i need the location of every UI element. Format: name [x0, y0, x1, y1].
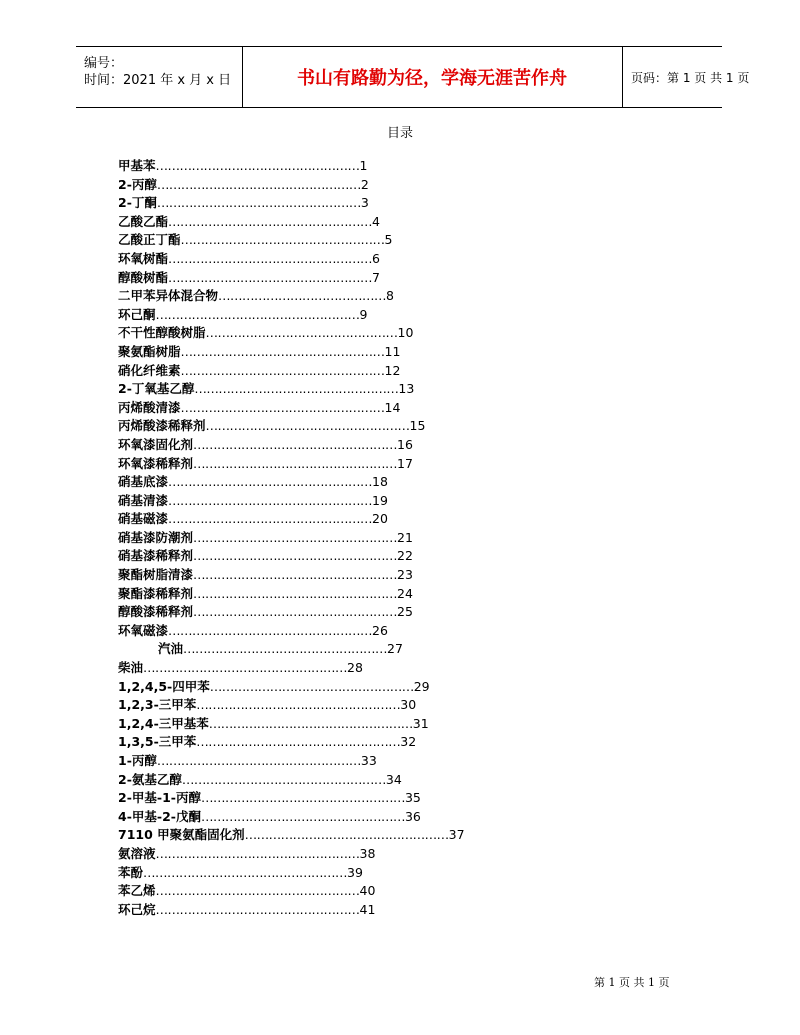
toc-entry-page-number: 7	[372, 269, 380, 285]
toc-entry-leader: …………………………………………	[205, 325, 398, 341]
toc-entry-title: 1,2,3-三甲苯	[118, 697, 197, 713]
toc-entry-title: 不干性醇酸树脂	[118, 325, 206, 341]
toc-entry-page-number: 12	[384, 362, 401, 378]
toc-entry-title: 醇酸漆稀释剂	[118, 604, 194, 620]
toc-entry[interactable]	[118, 566, 465, 585]
toc-entry-leader: ……………………………………………	[143, 864, 348, 880]
toc-entry-page-number: 28	[347, 660, 363, 676]
toc-entry-leader: ……………………………………………	[183, 641, 388, 657]
toc-entry-leader: ……………………………………………	[244, 827, 449, 843]
toc-entry-title: 环氧漆固化剂	[118, 436, 194, 452]
toc-entry[interactable]	[118, 826, 465, 845]
toc-entry-page-number: 39	[347, 864, 363, 880]
toc-entry-leader: ……………………………………………	[155, 883, 360, 899]
table-of-contents	[118, 157, 465, 919]
toc-entry-leader: ……………………………………………	[168, 213, 373, 229]
toc-entry-page-number: 36	[404, 808, 421, 824]
toc-entry-title: 环己烷	[118, 901, 156, 917]
toc-entry[interactable]	[118, 547, 465, 566]
toc-entry[interactable]	[118, 882, 465, 901]
toc-entry-page-number: 25	[397, 604, 413, 620]
toc-entry-leader: ……………………………………………	[209, 678, 414, 694]
toc-entry-title: 环己酮	[118, 306, 156, 322]
toc-entry[interactable]	[118, 733, 465, 752]
toc-entry-title: 1,2,4,5-四甲苯	[118, 678, 210, 694]
toc-entry-page-number: 32	[400, 734, 417, 750]
toc-entry-page-number: 22	[397, 548, 413, 564]
toc-entry-page-number: 10	[397, 325, 414, 341]
toc-entry-leader: ……………………………………………	[180, 399, 385, 415]
header-motto-cell	[242, 47, 623, 107]
toc-entry[interactable]	[118, 231, 465, 250]
toc-entry-leader: ……………………………………………	[193, 604, 398, 620]
toc-entry-title: 2-丁酮	[118, 195, 157, 211]
document-time-label: 时间：2021 年 x 月 x 日	[84, 73, 232, 88]
toc-entry-title: 硝化纤维素	[118, 362, 181, 378]
toc-entry[interactable]	[118, 752, 465, 771]
toc-entry-title: 苯乙烯	[118, 883, 156, 899]
header-page-code: 页码：第 1 页 共 1 页	[631, 70, 750, 85]
toc-entry[interactable]	[118, 436, 465, 455]
toc-entry-title: 硝基清漆	[118, 492, 169, 508]
toc-entry-page-number: 30	[400, 697, 417, 713]
header-left-cell	[76, 47, 243, 107]
toc-entry-title: 二甲苯异体混合物	[118, 288, 219, 304]
toc-entry[interactable]	[118, 696, 465, 715]
toc-entry-title: 硝基漆防潮剂	[118, 529, 194, 545]
toc-entry-page-number: 3	[360, 195, 369, 211]
toc-entry-page-number: 35	[404, 790, 421, 806]
toc-entry-title: 环氧磁漆	[118, 622, 169, 638]
toc-entry-title: 1-丙醇	[118, 753, 157, 768]
toc-entry[interactable]	[118, 194, 465, 213]
toc-entry-title: 2-甲基-1-丙醇	[118, 790, 201, 806]
toc-entry-leader: ……………………………………………	[196, 734, 401, 750]
toc-entry-title: 醇酸树酯	[118, 269, 169, 285]
toc-entry-title: 环氧树酯	[118, 250, 169, 266]
toc-entry-title: 甲基苯	[118, 158, 156, 173]
toc-entry-page-number: 18	[372, 474, 388, 490]
toc-entry[interactable]	[118, 622, 465, 641]
toc-entry-leader: ……………………………………………	[180, 343, 385, 359]
toc-entry-leader: ……………………………………………	[181, 771, 386, 787]
toc-entry-leader: ……………………………………………	[155, 845, 360, 861]
toc-entry[interactable]	[118, 250, 465, 269]
toc-entry-leader: ……………………………………………	[156, 753, 361, 768]
toc-entry[interactable]	[118, 492, 465, 511]
page-title: 目录	[386, 126, 413, 141]
toc-entry-leader: ……………………………………………	[193, 455, 398, 471]
toc-entry[interactable]	[118, 585, 465, 604]
toc-entry-title: 硝基磁漆	[118, 511, 169, 527]
toc-entry-page-number: 8	[386, 288, 394, 304]
toc-entry-title: 7110 甲聚氨酯固化剂	[118, 827, 245, 843]
toc-entry[interactable]	[118, 678, 465, 697]
toc-entry-page-number: 6	[372, 250, 380, 266]
toc-entry-leader: ……………………………………………	[193, 585, 398, 601]
toc-entry-page-number: 20	[372, 511, 388, 527]
toc-entry-leader: ……………………………………………	[180, 362, 385, 378]
toc-entry-title: 4-甲基-2-戊酮	[118, 808, 201, 824]
toc-entry-title: 聚酯树脂清漆	[118, 567, 194, 583]
toc-entry-page-number: 16	[397, 436, 413, 452]
toc-entry-leader: ……………………………………………	[168, 269, 373, 285]
toc-entry[interactable]	[118, 269, 465, 288]
toc-entry-title: 2-氨基乙醇	[118, 771, 182, 787]
header-right-cell	[623, 47, 750, 107]
toc-entry-title: 苯酚	[118, 864, 144, 880]
toc-entry-page-number: 41	[359, 901, 376, 917]
toc-entry-leader: ……………………………………………	[200, 790, 405, 806]
toc-entry-title: 硝基漆稀释剂	[118, 548, 194, 564]
toc-entry-page-number: 38	[359, 845, 376, 861]
toc-entry[interactable]	[118, 287, 465, 306]
toc-entry-title: 汽油	[158, 641, 184, 657]
toc-entry-page-number: 29	[413, 678, 430, 694]
toc-entry[interactable]	[118, 455, 465, 474]
toc-entry-leader: ……………………………………………	[168, 492, 373, 508]
page-footer: 第 1 页 共 1 页	[594, 976, 670, 989]
toc-entry-page-number: 1	[359, 158, 368, 173]
toc-entry-leader: ……………………………………………	[168, 511, 373, 527]
toc-entry[interactable]	[118, 640, 465, 659]
toc-entry[interactable]	[118, 362, 465, 381]
header-motto: 书山有路勤为径，学海无涯苦作舟	[297, 68, 567, 89]
toc-entry[interactable]	[118, 399, 465, 418]
toc-entry[interactable]	[118, 771, 465, 790]
document-number-label: 编号：	[84, 56, 124, 71]
toc-entry-title: 聚氨酯树脂	[118, 343, 181, 359]
toc-entry-leader: ……………………………………………	[193, 548, 398, 564]
toc-entry-leader: ……………………………………………	[205, 418, 410, 434]
toc-entry-leader: ……………………………………………	[196, 697, 401, 713]
toc-entry-leader: ……………………………………………	[194, 381, 399, 397]
toc-entry-page-number: 37	[448, 827, 465, 843]
toc-entry[interactable]	[118, 845, 465, 864]
toc-entry-leader: ……………………………………	[218, 288, 387, 304]
toc-entry-page-number: 9	[359, 306, 368, 322]
toc-entry-title: 1,3,5-三甲苯	[118, 734, 197, 750]
toc-entry[interactable]	[118, 176, 465, 195]
toc-entry[interactable]	[118, 603, 465, 622]
toc-entry-leader: ……………………………………………	[168, 622, 373, 638]
toc-entry-title: 聚酯漆稀释剂	[118, 585, 194, 601]
toc-entry[interactable]	[118, 864, 465, 883]
toc-entry-leader: ……………………………………………	[200, 808, 405, 824]
toc-entry-page-number: 27	[387, 641, 403, 657]
toc-entry-page-number: 33	[360, 753, 377, 768]
toc-entry-title: 2-丙醇	[118, 176, 157, 192]
toc-entry-leader: ……………………………………………	[156, 176, 361, 192]
toc-entry-title: 柴油	[118, 660, 144, 676]
toc-entry-page-number: 34	[385, 771, 402, 787]
toc-entry-page-number: 14	[384, 399, 401, 415]
toc-entry-title: 2-丁氧基乙醇	[118, 381, 195, 397]
toc-entry-page-number: 4	[372, 213, 380, 229]
toc-entry-title: 丙烯酸漆稀释剂	[118, 418, 206, 434]
toc-entry-page-number: 17	[397, 455, 413, 471]
toc-entry-title: 乙酸乙酯	[118, 213, 169, 229]
toc-entry-page-number: 19	[372, 492, 388, 508]
toc-entry[interactable]	[118, 808, 465, 827]
toc-entry-leader: ……………………………………………	[193, 567, 398, 583]
toc-entry-leader: ……………………………………………	[168, 474, 373, 490]
toc-entry-page-number: 21	[397, 529, 413, 545]
toc-entry-leader: ……………………………………………	[155, 306, 360, 322]
page-header	[76, 46, 750, 108]
toc-entry[interactable]	[118, 529, 465, 548]
toc-entry-title: 硝基底漆	[118, 474, 169, 490]
toc-entry-leader: ……………………………………………	[155, 158, 360, 173]
toc-entry-title: 环氧漆稀释剂	[118, 455, 194, 471]
toc-entry[interactable]	[118, 157, 465, 176]
toc-entry-leader: ……………………………………………	[155, 901, 360, 917]
toc-entry-leader: ……………………………………………	[180, 232, 385, 248]
toc-entry[interactable]	[118, 417, 465, 436]
toc-entry[interactable]	[118, 715, 465, 734]
toc-entry[interactable]	[118, 659, 465, 678]
toc-entry-leader: ……………………………………………	[193, 529, 398, 545]
toc-entry-page-number: 15	[409, 418, 426, 434]
toc-entry[interactable]	[118, 324, 465, 343]
toc-entry-page-number: 13	[398, 381, 415, 397]
toc-entry-page-number: 40	[359, 883, 376, 899]
toc-entry[interactable]	[118, 510, 465, 529]
toc-entry[interactable]	[118, 473, 465, 492]
toc-entry-title: 氨溶液	[118, 845, 156, 861]
toc-entry-leader: ……………………………………………	[193, 436, 398, 452]
toc-entry-page-number: 11	[384, 343, 401, 359]
toc-entry-leader: ……………………………………………	[143, 660, 348, 676]
toc-entry[interactable]	[118, 343, 465, 362]
toc-entry-leader: ……………………………………………	[208, 715, 413, 731]
toc-entry[interactable]	[118, 306, 465, 325]
toc-entry[interactable]	[118, 380, 465, 399]
toc-entry-page-number: 31	[412, 715, 429, 731]
toc-entry-page-number: 26	[372, 622, 388, 638]
toc-entry-leader: ……………………………………………	[156, 195, 361, 211]
toc-entry-title: 丙烯酸清漆	[118, 399, 181, 415]
toc-entry-leader: ……………………………………………	[168, 250, 373, 266]
toc-entry-page-number: 5	[384, 232, 393, 248]
toc-entry[interactable]	[118, 789, 465, 808]
toc-entry-page-number: 23	[397, 567, 413, 583]
toc-entry-page-number: 2	[360, 176, 369, 192]
toc-entry[interactable]	[118, 213, 465, 232]
toc-entry[interactable]	[118, 901, 465, 920]
toc-entry-page-number: 24	[397, 585, 413, 601]
toc-entry-title: 乙酸正丁酯	[118, 232, 181, 248]
toc-entry-title: 1,2,4-三甲基苯	[118, 715, 209, 731]
